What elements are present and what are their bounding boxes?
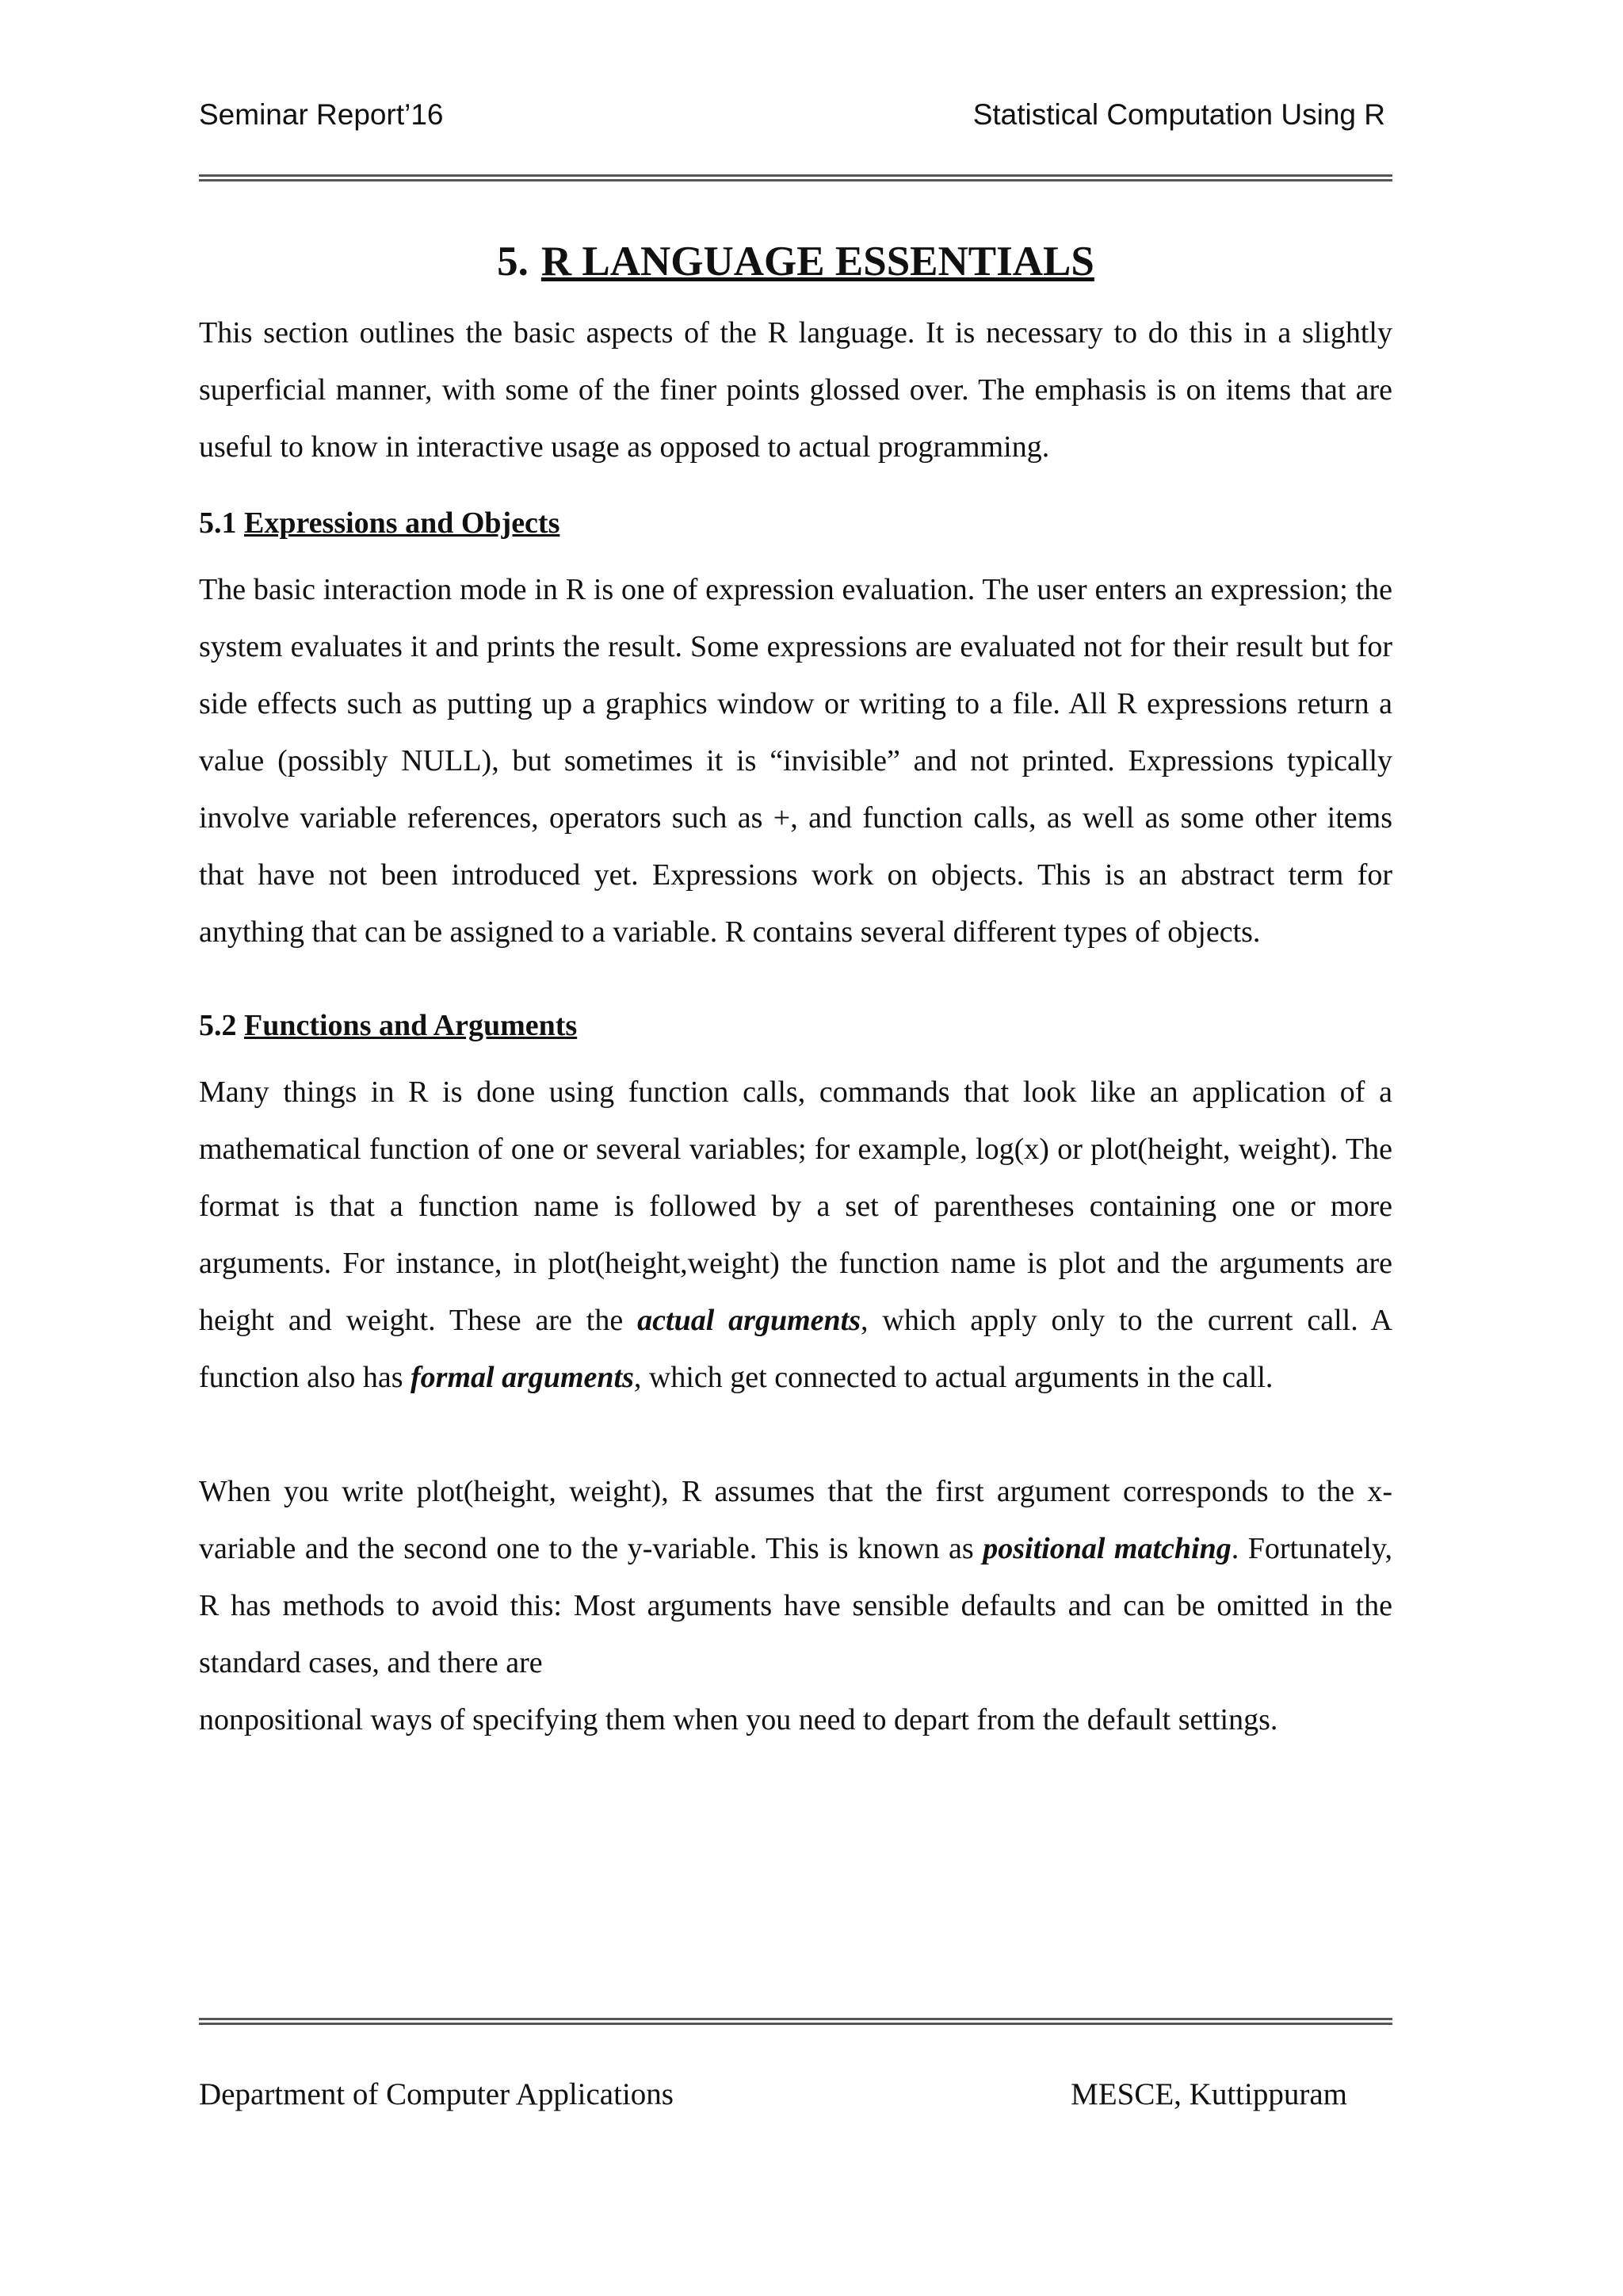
section-number: 5.2 [199, 1009, 237, 1042]
term-positional-matching: positional matching [983, 1532, 1232, 1565]
chapter-title: R LANGUAGE ESSENTIALS [540, 239, 1094, 285]
intro-paragraph: This section outlines the basic aspects of the R language. It is necessary to do this in a slightly superficial manner, with some of the finer points glossed over. The emphasis is on items that are useful to know in interactive usage as opposed to actual programming. [199, 316, 1392, 464]
term-actual-arguments: actual arguments [637, 1304, 861, 1337]
text-run: When you write plot(height, weight), R assumes that the first argument corresponds to the x-variable and the second one to the y-variable. This is known as [199, 1475, 1392, 1565]
header-left: Seminar Report’16 [199, 98, 444, 131]
text-run: Many things in R is done using function calls, commands that look like an application of a mathematical function of one or several variables; for example, log(x) or plot(height, weight). The format is that a function name is followed by a set of parentheses containing one or more arguments. For instance, in plot(height,weight) the function name is plot and the arguments are height and weight. These are the [199, 1075, 1392, 1337]
section-5-2-paragraph-2 [199, 1463, 1392, 1691]
chapter-number: 5. [497, 239, 529, 285]
header-right: Statistical Computation Using R [972, 98, 1385, 131]
text-run: . Fortunately, R has methods to avoid this: Most arguments have sensible defaults and can be omitted in the standard cases, and there are [199, 1532, 1392, 1679]
text-run: , which apply only to the current call. A function also has [199, 1304, 1392, 1394]
footer-left: Department of Computer Applications [199, 2077, 674, 2111]
term-formal-arguments: formal arguments [411, 1361, 634, 1394]
header-divider [199, 174, 1392, 181]
section-number: 5.1 [199, 506, 237, 540]
section-5-2-paragraph-2-continued: nonpositional ways of specifying them when you need to depart from the default settings. [199, 1703, 1278, 1736]
section-5-1-paragraph: The basic interaction mode in R is one of expression evaluation. The user enters an expression; the system evaluates it and prints the result. Some expressions are evaluated not for their result but for side effects such as putting up a graphics window or writing to a file. All R expressions return a value (possibly NULL), but sometimes it is “invisible” and not printed. Expressions typically involve variable references, operators such as +, and function calls, as well as some other items that have not been introduced yet. Expressions work on objects. This is an abstract term for anything that can be assigned to a variable. R contains several different types of objects. [199, 573, 1392, 949]
footer-right: MESCE, Kuttippuram [1071, 2077, 1347, 2111]
section-5-2-paragraph-1 [199, 1064, 1392, 1406]
footer-divider [199, 2018, 1392, 2025]
text-run: , which get connected to actual arguments in the call. [633, 1361, 1274, 1394]
section-title: Functions and Arguments [244, 1009, 578, 1042]
section-title: Expressions and Objects [244, 506, 560, 540]
chapter-heading [199, 238, 1392, 285]
section-heading-5-2 [199, 1008, 1392, 1043]
section-heading-5-1 [199, 506, 1392, 541]
page-body [199, 230, 1392, 1748]
